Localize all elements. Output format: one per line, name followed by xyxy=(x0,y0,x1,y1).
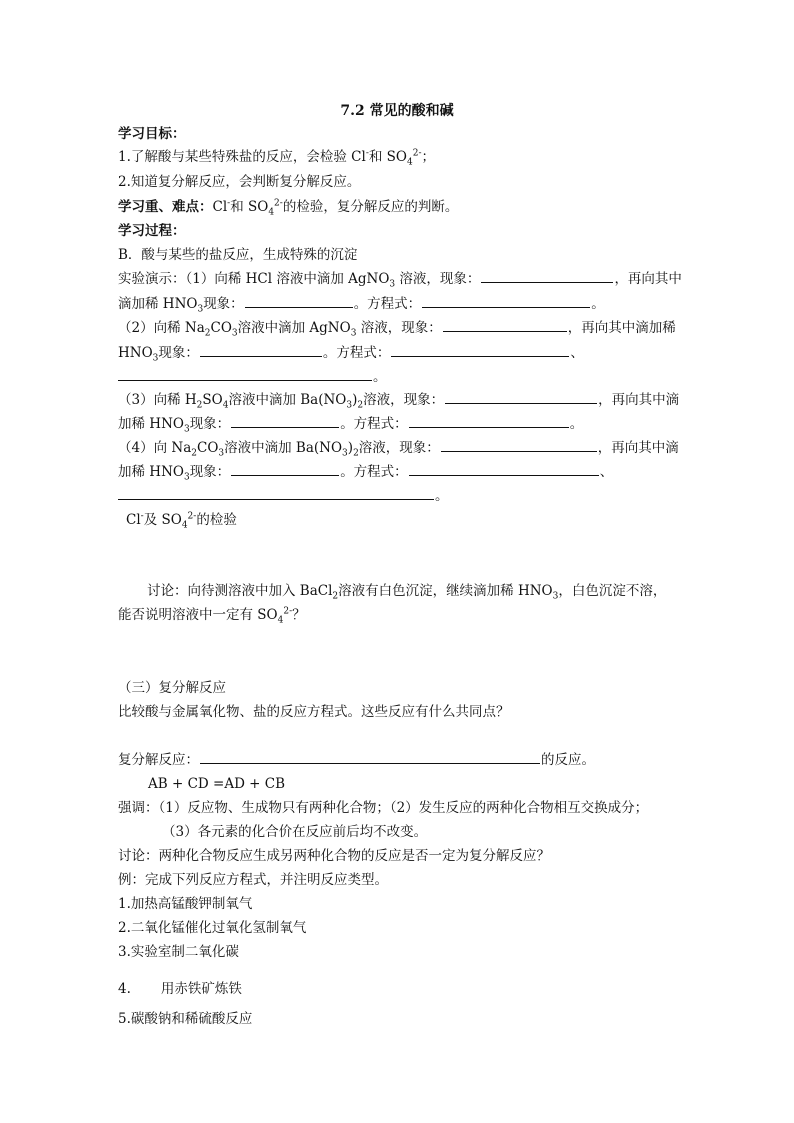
answer-blank[interactable] xyxy=(481,281,613,283)
goals-heading: 学习目标： xyxy=(118,126,186,142)
list-item: 3.实验室制二氧化碳 xyxy=(118,944,239,960)
experiment-2-line-1: （2）向稀 $Na_2CO_3$溶液中滴加 AgNO$_3$ 溶液，现象： ，再向其中滴加稀 xyxy=(118,320,676,339)
experiment-2-line-2: $HNO_3$现象： 。方程式： 、 xyxy=(118,345,584,364)
ion-test-heading: Cl-及 $SO_4^{2-}$的检验 xyxy=(126,511,237,531)
goal-2: 2.知道复分解反应，会判断复分解反应。 xyxy=(118,174,361,190)
discussion-1-line-1: 讨论：向待测溶液中加入 BaCl$_2$溶液有白色沉淀，继续滴加稀 $HNO_3$，白色沉淀不溶， xyxy=(147,583,667,602)
goal-1: 1.了解酸与某些特殊盐的反应，会检验 Cl-和 $SO_4^{2-}$； xyxy=(118,148,435,168)
experiment-4-line-2: 加稀 $HNO_3$现象： 。方程式： 、 xyxy=(118,464,614,483)
answer-blank[interactable] xyxy=(231,474,339,476)
section-3-title: （三）复分解反应 xyxy=(118,680,226,696)
answer-blank[interactable] xyxy=(422,306,590,308)
example-instruction: 例：完成下列反应方程式，并注明反应类型。 xyxy=(118,872,388,888)
experiment-2-line-3: 。 xyxy=(118,371,387,385)
experiment-3-line-1: （3）向稀 $H_2SO_4$溶液中滴加 $Ba(NO_3)_2$溶液，现象： ，再向其中滴 xyxy=(118,392,680,411)
emphasis-line-1: 强调：（1）反应物、生成物只有两种化合物；（2）发生反应的两种化合物相互交换成分； xyxy=(118,800,649,816)
experiment-1-line-2: 滴加稀 $HNO_3$现象： 。方程式： 。 xyxy=(118,296,605,315)
emphasis-line-2: （3）各元素的化合价在反应前后均不改变。 xyxy=(162,824,428,840)
list-item: 1.加热高锰酸钾制氧气 xyxy=(118,896,253,912)
general-formula: AB + CD =AD + CB xyxy=(148,776,286,792)
experiment-1-line-1: 实验演示：（1）向稀 HCl 溶液中滴加 AgNO$_3$ 溶液，现象： ，再向其中 xyxy=(118,271,682,290)
answer-blank[interactable] xyxy=(445,402,597,404)
answer-blank[interactable] xyxy=(231,426,339,428)
key-points: 学习重、难点：Cl-和 $SO_4^{2-}$的检验，复分解反应的判断。 xyxy=(118,198,459,218)
experiment-3-line-2: 加稀 $HNO_3$现象： 。方程式： 。 xyxy=(118,416,584,435)
discussion-1-line-2: 能否说明溶液中一定有 $SO_4^{2-}$？ xyxy=(118,606,306,626)
compare-question: 比较酸与金属氧化物、盐的反应方程式。这些反应有什么共同点？ xyxy=(118,704,510,720)
answer-blank[interactable] xyxy=(443,330,567,332)
section-b-title: B．酸与某些的盐反应，生成特殊的沉淀 xyxy=(118,247,358,263)
answer-blank[interactable] xyxy=(200,355,322,357)
answer-blank[interactable] xyxy=(200,762,540,764)
answer-blank[interactable] xyxy=(441,450,597,452)
definition-line: 复分解反应： 的反应。 xyxy=(118,752,595,768)
process-heading: 学习过程： xyxy=(118,223,186,239)
list-item: 5.碳酸钠和稀硫酸反应 xyxy=(118,1011,253,1027)
list-item: 2.二氧化锰催化过氧化氢制氧气 xyxy=(118,920,307,936)
experiment-4-line-1: （4）向 $Na_2CO_3$溶液中滴加 $Ba(NO_3)_2$溶液，现象： ，再向其中滴 xyxy=(118,440,679,459)
answer-blank[interactable] xyxy=(118,498,434,500)
answer-blank[interactable] xyxy=(118,379,372,381)
experiment-4-line-3: 。 xyxy=(118,490,449,504)
answer-blank[interactable] xyxy=(245,306,353,308)
list-item: 4. 用赤铁矿炼铁 xyxy=(118,981,242,997)
answer-blank[interactable] xyxy=(391,355,569,357)
page-title: 7.2 常见的酸和碱 xyxy=(340,103,454,119)
discussion-2: 讨论：两种化合物反应生成另两种化合物的反应是否一定为复分解反应？ xyxy=(118,848,550,864)
answer-blank[interactable] xyxy=(409,426,569,428)
answer-blank[interactable] xyxy=(409,474,599,476)
